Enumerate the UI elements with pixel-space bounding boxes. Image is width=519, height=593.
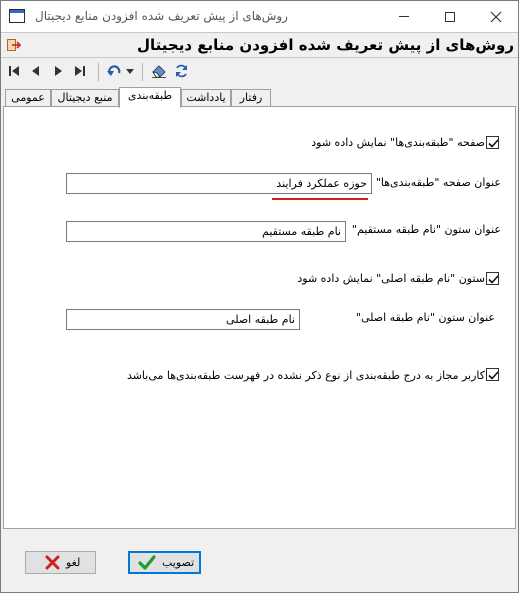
spellcheck-underline (272, 198, 368, 200)
dropdown-arrow-icon[interactable] (125, 64, 135, 78)
categorization-panel (3, 106, 516, 529)
checkmark-icon (487, 369, 500, 382)
show-main-class-column-checkbox[interactable] (486, 272, 499, 285)
checkmark-icon (138, 555, 156, 571)
tab-label: عمومی (11, 91, 45, 104)
tab-label: رفتار (239, 91, 263, 104)
minimize-button[interactable] (381, 1, 427, 32)
approve-label: تصویب (162, 556, 195, 569)
tab-categorization[interactable] (119, 87, 181, 108)
exit-icon[interactable] (7, 39, 21, 51)
show-categories-page-label: صفحه "طبقه‌بندی‌ها" نمایش داده شود (311, 136, 485, 149)
previous-record-icon[interactable] (29, 64, 43, 78)
minimize-icon (399, 16, 409, 17)
eraser-icon[interactable] (151, 64, 167, 78)
window-title: روش‌های از پیش تعریف شده افزودن منابع دیجیتال (35, 9, 288, 23)
next-record-icon[interactable] (51, 64, 65, 78)
tab-notes[interactable] (181, 89, 231, 107)
close-button[interactable] (473, 1, 519, 32)
show-main-class-column-label: ستون "نام طبقه اصلی" نمایش داده شود (297, 272, 485, 285)
tab-strip (1, 87, 518, 107)
toolbar (1, 59, 518, 85)
main-class-column-label: عنوان ستون "نام طبقه اصلی" (355, 311, 495, 324)
maximize-icon (445, 12, 455, 22)
title-bar (1, 1, 518, 32)
header-bar (1, 32, 518, 58)
first-record-icon[interactable] (7, 64, 21, 78)
tab-label: یادداشت (186, 91, 226, 104)
refresh-icon[interactable] (174, 64, 189, 78)
toolbar-separator (142, 63, 143, 81)
tab-general[interactable] (5, 89, 51, 107)
undo-icon[interactable] (107, 64, 123, 78)
app-window-icon (9, 9, 25, 23)
checkmark-icon (487, 273, 500, 286)
direct-class-column-input[interactable]: نام طبقه مستقیم (66, 221, 346, 242)
toolbar-separator (98, 63, 99, 81)
cancel-label: لغو (66, 556, 81, 569)
last-record-icon[interactable] (73, 64, 87, 78)
tab-label: منبع دیجیتال (57, 91, 113, 104)
checkmark-icon (487, 137, 500, 150)
categories-page-title-input[interactable]: حوزه عملکرد فرایند (66, 173, 372, 194)
close-icon (490, 11, 502, 23)
tab-behavior[interactable] (231, 89, 271, 107)
tab-label: طبقه‌بندی (127, 89, 173, 102)
tab-digital-source[interactable] (51, 89, 119, 107)
show-categories-page-checkbox[interactable] (486, 136, 499, 149)
direct-class-column-label: عنوان ستون "نام طبقه مستقیم" (351, 223, 501, 236)
page-title: روش‌های از پیش تعریف شده افزودن منابع دیجیتال (137, 36, 514, 54)
maximize-button[interactable] (427, 1, 473, 32)
categories-page-title-label: عنوان صفحه "طبقه‌بندی‌ها" (375, 176, 501, 189)
cancel-button[interactable] (25, 551, 96, 574)
main-class-column-input[interactable]: نام طبقه اصلی (66, 309, 300, 330)
allow-unlisted-categories-checkbox[interactable] (486, 368, 499, 381)
cross-icon (45, 555, 60, 570)
approve-button[interactable] (128, 551, 201, 574)
allow-unlisted-categories-label: کاربر مجاز به درج طبقه‌بندی از نوع ذکر نشده در فهرست طبقه‌بندی‌ها می‌باشد (126, 369, 485, 382)
